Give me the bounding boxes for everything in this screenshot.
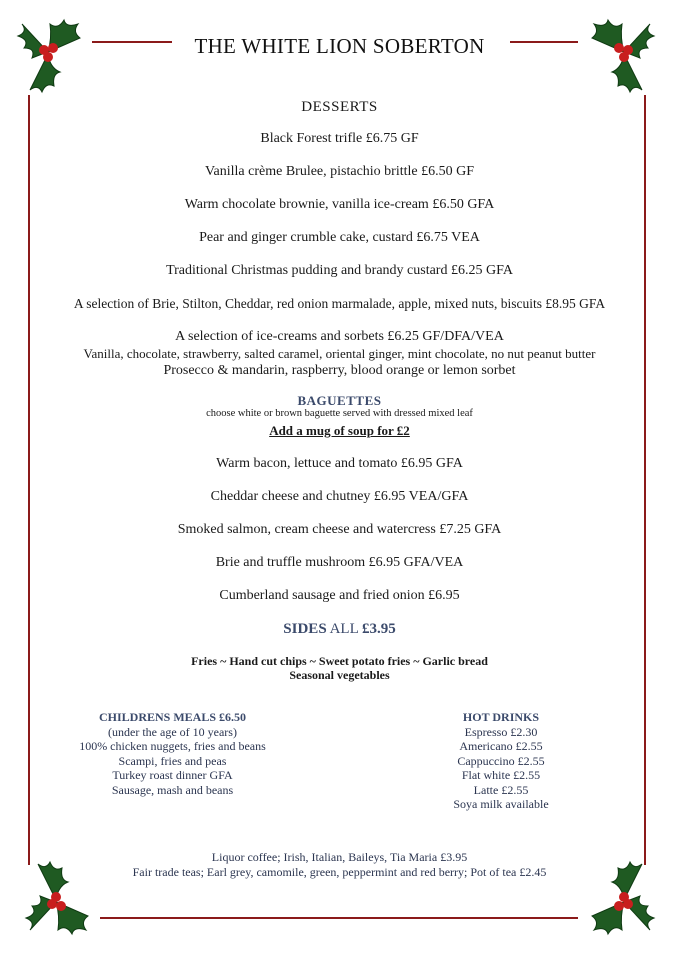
sides-price: £3.95 — [361, 621, 396, 637]
list-item: Americano £2.55 — [459, 739, 543, 753]
baguettes-heading: BAGUETTES — [297, 393, 382, 408]
sides-list-2: Seasonal vegetables — [289, 668, 390, 682]
footer-teas: Fair trade teas; Earl grey, camomile, green, peppermint and red berry; Pot of tea £2.45 — [132, 865, 547, 879]
sides-all: ALL — [329, 621, 359, 637]
list-item: Cappuccino £2.55 — [457, 753, 545, 768]
menu-item: Traditional Christmas pudding and brandy custard £6.25 GFA — [166, 263, 513, 278]
soup-offer: Add a mug of soup for £2 — [269, 423, 410, 438]
icecream-flavours: Vanilla, chocolate, strawberry, salted caramel, oriental ginger, mint chocolate, no nut peanut butter — [83, 346, 596, 361]
menu-item: Vanilla crème Brulee, pistachio brittle £6.50 GF — [204, 164, 475, 179]
list-item: Soya milk available — [453, 797, 549, 811]
list-item: Flat white £2.55 — [461, 768, 541, 782]
baguettes-subtitle: choose white or brown baguette served with dressed mixed leaf — [206, 408, 473, 419]
frame-bottom — [100, 917, 578, 919]
menu-item: Pear and ginger crumble cake, custard £6.75 VEA — [199, 230, 480, 245]
menu-item: Brie and truffle mushroom £6.95 GFA/VEA — [215, 555, 464, 570]
list-item: Scampi, fries and peas — [118, 753, 227, 768]
list-item: Sausage, mash and beans — [111, 782, 234, 797]
menu-item: Smoked salmon, cream cheese and watercress £7.25 GFA — [177, 522, 502, 537]
menu-item: Black Forest trifle £6.75 GF — [260, 131, 419, 146]
menu-item: Cumberland sausage and fried onion £6.95 — [219, 588, 460, 603]
footer-liquor-coffee: Liquor coffee; Irish, Italian, Baileys, Tia Maria £3.95 — [211, 850, 468, 864]
list-item: Latte £2.55 — [473, 782, 529, 797]
menu-item: Warm bacon, lettuce and tomato £6.95 GFA — [216, 456, 463, 471]
desserts-heading: DESSERTS — [301, 99, 378, 115]
menu-item: Cheddar cheese and chutney £6.95 VEA/GFA — [210, 489, 469, 504]
list-item: 100% chicken nuggets, fries and beans — [79, 739, 266, 753]
hot-drinks-heading: HOT DRINKS — [462, 710, 540, 724]
sides-heading — [0, 621, 679, 638]
menu-item: A selection of Brie, Stilton, Cheddar, red onion marmalade, apple, mixed nuts, biscuits £8.95 GFA — [73, 296, 606, 311]
list-item: Espresso £2.30 — [464, 724, 538, 739]
list-item: Turkey roast dinner GFA — [112, 768, 233, 782]
sides-label: SIDES — [283, 621, 327, 637]
childrens-meals — [60, 710, 285, 797]
hot-drinks — [431, 710, 571, 812]
childrens-heading: CHILDRENS MEALS £6.50 — [98, 710, 247, 724]
menu-item: Warm chocolate brownie, vanilla ice-cream £6.50 GFA — [184, 197, 495, 212]
icecream-title: A selection of ice-creams and sorbets £6.25 GF/DFA/VEA — [175, 329, 504, 344]
page-title: THE WHITE LION SOBERTON — [194, 34, 485, 58]
icecream-sorbets: Prosecco & mandarin, raspberry, blood orange or lemon sorbet — [163, 363, 516, 378]
sides-list: Fries ~ Hand cut chips ~ Sweet potato fries ~ Garlic bread — [191, 654, 488, 668]
list-item: (under the age of 10 years) — [108, 724, 237, 739]
